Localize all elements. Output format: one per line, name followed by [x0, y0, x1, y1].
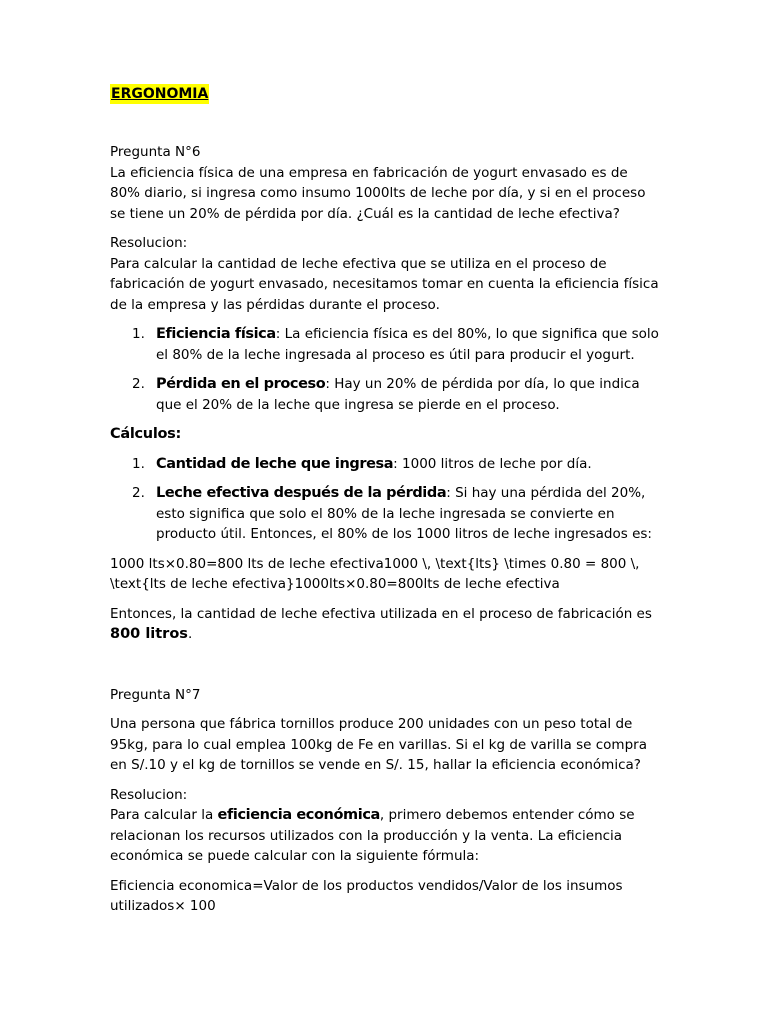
list-item-bold: Leche efectiva después de la pérdida — [156, 485, 447, 501]
q6-statement: La eficiencia física de una empresa en fabricación de yogurt envasado es de 80% diario, si ingresa como insumo 1000lts de leche por día, y si en el proceso se tiene un 20% de pérdida por día. ¿Cuál es la cantidad de leche efectiva? — [110, 164, 646, 222]
q7-resolucion-label: Resolucion: — [110, 786, 188, 803]
list-number: 1. — [132, 455, 145, 472]
list-item-text: : Si hay una pérdida del 20%, esto significa que solo el 80% de la leche ingresada se convierte en producto útil. Entonces, el 80% de los 1000 litros de leche ingresados es: — [156, 485, 652, 542]
q6-resolucion-label: Resolucion: — [110, 235, 188, 251]
list-item-bold: Cantidad de leche que ingresa — [156, 455, 394, 472]
list-number: 2. — [132, 376, 145, 392]
q6-conclusion-end: . — [187, 626, 193, 642]
q7-heading: Pregunta N°7 — [110, 686, 201, 703]
q6-block — [110, 142, 660, 224]
document-page — [110, 84, 660, 926]
list-item — [110, 454, 660, 475]
list-number: 1. — [132, 326, 145, 342]
q6-conclusion — [110, 604, 660, 645]
calculos-heading: Cálculos: — [110, 426, 181, 442]
q6-conclusion-text: Entonces, la cantidad de leche efectiva utilizada en el proceso de fabricación es — [110, 605, 652, 622]
q6-answer: 800 litros — [110, 626, 188, 642]
q6-resolucion-text: Para calcular la cantidad de leche efectiva que se utiliza en el proceso de fabricación de yogurt envasado, necesitamos tomar en cuenta la eficiencia física de la empresa y las pérdidas durante el proceso. — [110, 255, 659, 313]
q7-resolucion-text: Para calcular la — [110, 807, 218, 823]
list-item — [110, 374, 660, 415]
list-number: 2. — [132, 485, 145, 501]
q7-resolucion-bold: eficiencia económica — [217, 807, 380, 823]
q7-resolucion-block — [110, 785, 660, 867]
q7-resolucion-text-end: , primero debemos entender cómo se relacionan los recursos utilizados con la producción y la venta. La eficiencia económica se puede calcular con la siguiente fórmula: — [110, 807, 635, 864]
list-item-text: : 1000 litros de leche por día. — [393, 455, 592, 472]
list-item — [110, 324, 660, 365]
q6-heading: Pregunta N°6 — [110, 144, 201, 160]
list-item-bold: Pérdida en el proceso — [156, 376, 326, 392]
q7-formula: Eficiencia economica=Valor de los productos vendidos/Valor de los insumos utilizados× 100 — [110, 877, 623, 914]
q6-concepts-list — [110, 324, 660, 415]
q6-formula: 1000 lts×0.80=800 lts de leche efectiva1000 \, \text{lts} \times 0.80 = 800 \, \text{lts de leche efectiva}1000lts×0.80=800lts de leche efectiva — [110, 555, 640, 592]
document-title: ERGONOMIA — [111, 86, 209, 102]
list-item — [110, 483, 660, 545]
list-item-text: : Hay un 20% de pérdida por día, lo que indica que el 20% de la leche que ingresa se pierde en el proceso. — [156, 376, 640, 413]
list-item-text: : La eficiencia física es del 80%, lo que significa que solo el 80% de la leche ingresada al proceso es útil para producir el yogurt. — [156, 326, 659, 363]
title-wrap — [110, 84, 660, 106]
q6-calc-list — [110, 454, 660, 545]
section-gap — [110, 654, 660, 685]
q6-resolucion-block — [110, 233, 660, 315]
q7-statement: Una persona que fábrica tornillos produce 200 unidades con un peso total de 95kg, para lo cual emplea 100kg de Fe en varillas. Si el kg de varilla se compra en S/.10 y el kg de tornillos se vende en S/. 15, hallar la eficiencia económica? — [110, 716, 647, 773]
list-item-bold: Eficiencia física — [156, 326, 276, 342]
